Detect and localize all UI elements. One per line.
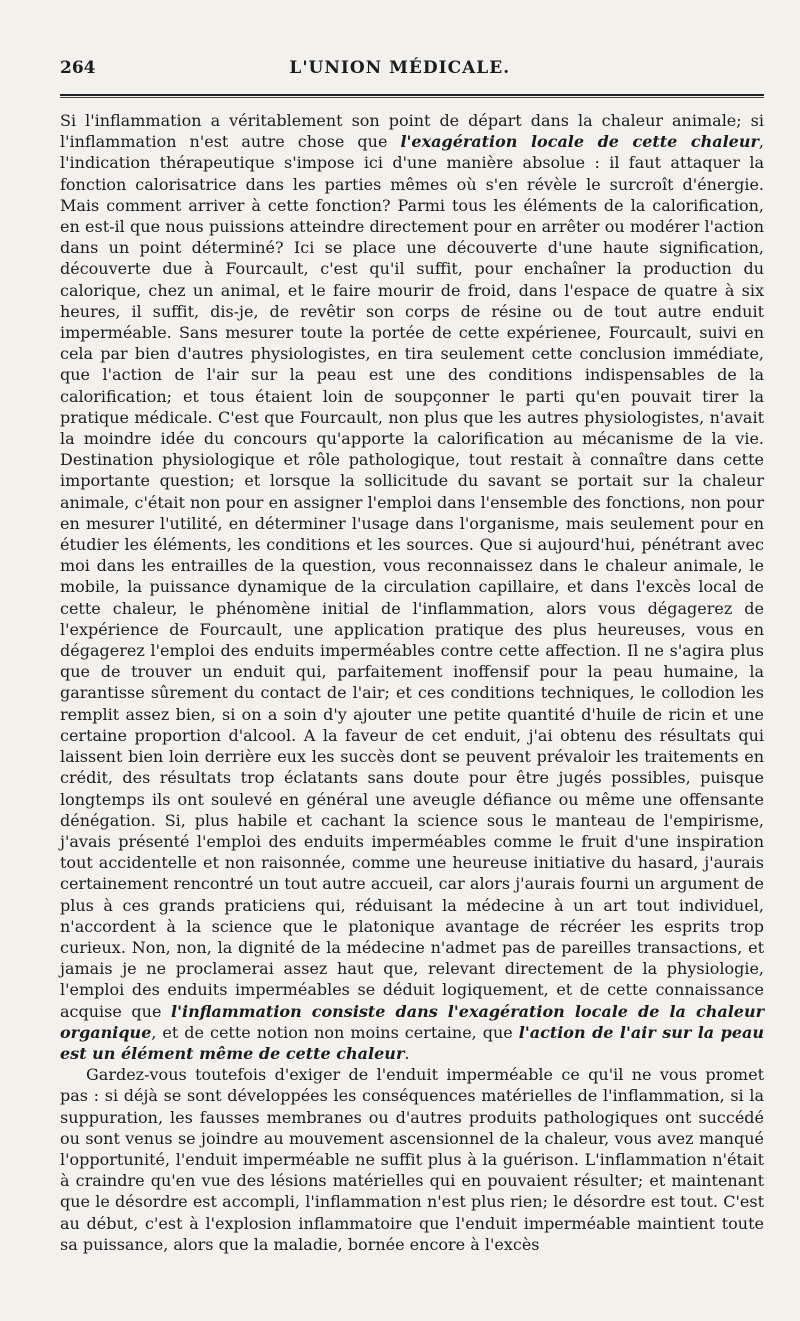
journal-title: L'UNION MÉDICALE.: [289, 58, 511, 78]
paragraph-2: [60, 1064, 764, 1255]
italic-run: l'exagération locale de cette chaleur: [400, 132, 759, 152]
article-body: [60, 110, 764, 1255]
text-run: , et de cette notion non moins certaine, que: [151, 1022, 519, 1042]
header-rule: [60, 94, 764, 96]
text-run: Gardez-vous toutefois d'exiger de l'enduit imperméable ce qu'il ne vous promet pas : si déjà se sont développées les conséquences matérielles de l'inflammation, si la suppuration, les fausses membranes ou d'autres produits pathologiques ont succédé ou sont venus se joindre au mouvement ascensionnel de la chaleur, vous avez manqué l'opportunité, l'enduit imperméable ne suffit plus à la guérison. L'inflammation n'était à craindre qu'en vue des lésions matérielles qui en pouvaient résulter; et maintenant que le désordre est accompli, l'inflammation n'est plus rien; le désordre est tout. C'est au début, c'est à l'explosion inflammatoire que l'enduit imperméable maintient toute sa puissance, alors que la maladie, bornée encore à l'excès: [60, 1065, 764, 1254]
page-number: 264: [60, 58, 96, 78]
text-run: .: [404, 1043, 410, 1063]
italic-run: l'action de l'air sur la peau est un élément même de cette chaleur: [60, 1022, 765, 1063]
italic-run: l'inflammation consiste dans l'exagération locale de la chaleur organique: [60, 1001, 765, 1042]
text-run: , l'indication thérapeutique s'impose ici d'une manière absolue : il faut attaquer la fonction calorisatrice dans les parties mêmes où s'en révèle le surcroît d'énergie. Mais comment arriver à cette fonction? Parmi tous les éléments de la calorification, en est-il que nous puissions atteindre directement pour en arrêter ou modérer l'action dans un point déterminé? Ici se place une découverte d'une haute signification, découverte due à Fourcault, c'est qu'il suffit, pour enchaîner la production du calorique, chez un animal, et le faire mourir de froid, dans l'espace de quatre à six heures, il suffit, dis-je, de revêtir son corps de résine ou de tout autre enduit imperméable. Sans mesurer toute la portée de cette expérienee, Fourcault, suivi en cela par bien d'autres physiologistes, en tira seulement cette conclusion immédiate, que l'action de l'air sur la peau est une des conditions indispensables de la calorification; et tous étaient loin de soupçonner le parti qu'en pouvait tirer la pratique médicale. C'est que Fourcault, non plus que les autres physiologistes, n'avait la moindre idée du concours qu'apporte la calorification au mécanisme de la vie. Destination physiologique et rôle pathologique, tout restait à connaître dans cette importante question; et lorsque la sollicitude du savant se portait sur la chaleur animale, c'était non pour en assigner l'emploi dans l'ensemble des fonctions, non pour en mesurer l'utilité, en déterminer l'usage dans l'organisme, mais seulement pour en étudier les éléments, les conditions et les sources. Que si aujourd'hui, pénétrant avec moi dans les entrailles de la question, vous reconnaissez dans le chaleur animale, le mobile, la puissance dynamique de la circulation capillaire, et dans l'excès local de cette chaleur, le phénomène initial de l'inflammation, alors vous dégagerez de l'expérience de Fourcault, une application pratique des plus heureuses, vous en dégagerez l'emploi des enduits imperméables contre cette affection. Il ne s'agira plus que de trouver un enduit qui, parfaitement inoffensif pour la peau humaine, la garantisse sûrement du contact de l'air; et ces conditions techniques, le collodion les remplit assez bien, si on a soin d'y ajouter une petite quantité d'huile de ricin et une certaine proportion d'alcool. A la faveur de cet enduit, j'ai obtenu des résultats qui laissent bien loin derrière eux les succès dont se peuvent prévaloir les traitements en crédit, des résultats trop éclatants sans doute pour être jugés possibles, puisque longtemps ils ont soulevé en général une aveugle défiance ou même une offensante dénégation. Si, plus habile et cachant la science sous le manteau de l'empirisme, j'avais présenté l'emploi des enduits imperméables comme le fruit d'une inspiration tout accidentelle et non raisonnée, comme une heureuse initiative du hasard, j'aurais certainement rencontré un tout autre accueil, car alors j'aurais fourni un argument de plus à ces grands praticiens qui, réduisant la médecine à un art tout individuel, n'accordent à la science que le platonique avantage de récréer les esprits trop curieux. Non, non, la dignité de la médecine n'admet pas de pareilles transactions, et jamais je ne proclamerai assez haut que, relevant directement de la physiologie, l'emploi des enduits imperméables se déduit logiquement, et de cette connaissance acquise que: [60, 132, 764, 1021]
running-header: [60, 58, 764, 88]
paragraph-1: [60, 110, 764, 1064]
text-run: Si l'inflammation a véritablement son point de départ dans la chaleur animale; si l'inflammation n'est autre chose que: [60, 111, 764, 152]
header-rule-thin: [60, 97, 764, 98]
